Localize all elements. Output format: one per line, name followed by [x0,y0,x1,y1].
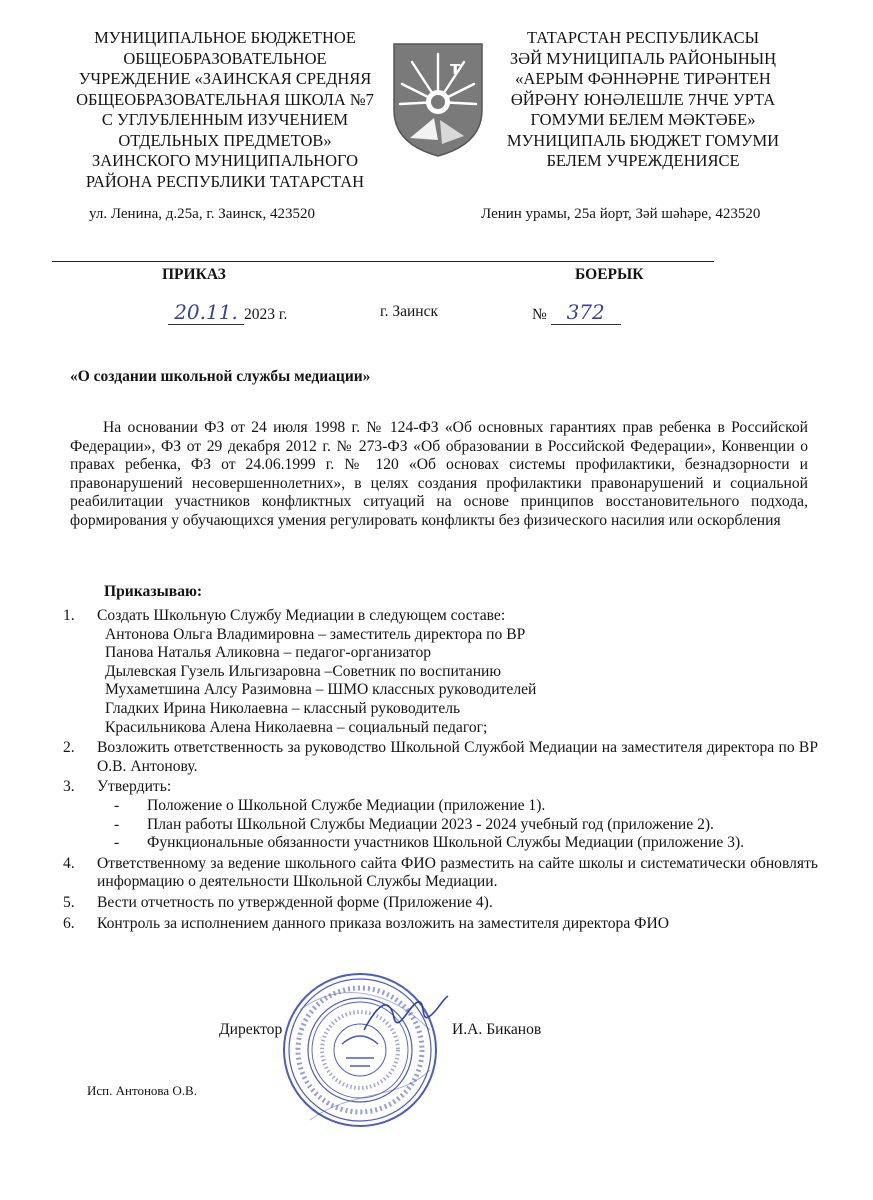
member: Гладких Ирина Николаевна – классный руководитель [105,699,461,717]
header-left-line: ОБЩЕОБРАЗОВАТЕЛЬНОЕ [123,48,327,68]
header-right-line: ӨЙРӘНҮ ЮНӘЛЕШЛЕ 7НЧЕ УРТА [510,89,776,109]
header-left-line: ЗАИНСКОГО МУНИЦИПАЛЬНОГО [91,151,359,170]
item-text: Вести отчетность по утвержденной форме (Приложение 4). [97,893,493,911]
header-left-line: С УГЛУБЛЕННЫМ ИЗУЧЕНИЕМ [101,110,349,129]
order-items [58,607,818,933]
header-left-org [50,28,400,192]
subitem-text: План работы Школьной Службы Медиации 2023 - 2024 учебный год (приложение 2). [147,815,714,833]
list-item [58,778,818,852]
subitem-text: Положение о Школьной Службе Медиации (приложение 1). [147,796,546,814]
list-item [58,915,818,934]
item-text: Возложить ответственность за руководство Школьной Службой Медиации на заместителя директора по ВР О.В. Антонову. [97,739,818,775]
list-item [58,894,818,913]
header-right-line: ТАТАРСТАН РЕСПУБЛИКАСЫ [526,28,759,47]
order-word: Приказываю: [104,583,203,600]
list-item [58,739,818,776]
order-number [532,300,621,325]
signature-position: Директор [219,1021,283,1038]
member: Дылевская Гузель Ильгизаровна –Советник по воспитанию [105,662,502,680]
member: Красильникова Алена Николаевна – социальный педагог; [105,718,488,736]
order-year: 2023 г. [244,306,288,323]
subitem-text: Функциональные обязанности участников Школьной Службы Медиации (приложение 3). [147,834,745,852]
header-right-line: ГОМУМИ БЕЛЕМ МӘКТӘБЕ» [530,110,756,129]
item-text: Контроль за исполнением данного приказа возложить на заместителя директора ФИО [97,914,670,932]
member: Мухаметшина Алсу Разимовна – ШМО классных руководителей [105,681,537,699]
item-number: 2. [63,739,75,757]
item-number: 1. [63,607,75,624]
members-list [97,626,818,738]
header-right-org [478,28,808,172]
number-label: № [532,306,547,323]
handwritten-date: 20.11. [168,300,244,325]
left-address: ул. Ленина, д.25а, г. Заинск, 423520 [89,206,315,222]
member: Панова Наталья Аликовна – педагог-организатор [105,644,432,662]
right-address: Ленин урамы, 25а йорт, Зәй шәһәре, 423520 [481,206,761,222]
subitem: - План работы Школьной Службы Медиации 2023 - 2024 учебный год (приложение 2). [114,815,714,833]
item-number: 6. [63,914,75,932]
item-text: Утвердить: [97,778,172,796]
executor-note: Исп. Антонова О.В. [87,1083,197,1098]
subitem: - Функциональные обязанности участников Школьной Службы Медиации (приложение 3). [114,834,745,852]
preamble-text: На основании ФЗ от 24 июля 1998 г. № 124-ФЗ «Об основных гарантиях прав ребенка в Российской Федерации», ФЗ от 29 декабря 2012 г. № 273-ФЗ «Об образовании в Российской Федерации», Конвенции о правах ребенка, ФЗ от 24.06.1999 г. № 120 «Об основах системы профилактики, безнадзорности и правонарушений несовершеннолетних», в целях создания профилактики правонарушений и социальной реабилитации участников конфликтных ситуаций на основе принципов восстановительного подхода, формирования у обучающихся умения регулировать конфликты без физического насилия или оскорбления [70,419,808,529]
header-left-line: РАЙОНА РЕСПУБЛИКИ ТАТАРСТАН [85,171,365,191]
list-item [58,855,818,892]
item-number: 5. [63,893,75,911]
svg-text:т: т [450,58,461,79]
header-left-line: МУНИЦИПАЛЬНОЕ БЮДЖЕТНОЕ [94,28,356,47]
signature-name: И.А. Биканов [452,1021,542,1038]
handwritten-number: 372 [551,300,621,325]
header-divider [52,261,714,262]
item-number: 3. [63,778,75,796]
item-text: Создать Школьную Службу Медиации в следующем составе: [97,607,506,624]
order-title-tt: БОЕРЫК [575,266,644,283]
list-item [58,607,818,737]
subitems-list [97,797,818,853]
header-right-line: МУНИЦИПАЛЬ БЮДЖЕТ ГОМУМИ [506,130,780,150]
header-right-line: «АЕРЫМ ФӘННӘРНЕ ТИРӘНТЕН [515,69,771,88]
order-title-ru: ПРИКАЗ [162,266,226,283]
order-city: г. Заинск [380,303,439,320]
header-right-line: ЗӘЙ МУНИЦИПАЛЬ РАЙОНЫНЫҢ [509,48,777,68]
member: Антонова Ольга Владимировна – заместитель директора по ВР [105,625,526,643]
item-text: Ответственному за ведение школьного сайта ФИО разместить на сайте школы и систематически обновлять информацию о деятельности Школьной Службы Медиации. [97,854,818,891]
subitem: - Положение о Школьной Службе Медиации (приложение 1). [114,796,546,814]
order-date [168,300,287,325]
header-left-line: УЧРЕЖДЕНИЕ «ЗАИНСКАЯ СРЕДНЯЯ [78,69,372,88]
header-left-line: ОБЩЕОБРАЗОВАТЕЛЬНАЯ ШКОЛА №7 [76,89,374,109]
school-emblem-icon [390,40,486,158]
order-subject: «О создании школьной службы медиации» [70,368,371,385]
header-left-line: ОТДЕЛЬНЫХ ПРЕДМЕТОВ» [118,130,332,150]
item-number: 4. [63,854,75,872]
header-right-line: БЕЛЕМ УЧРЕЖДЕНИЯСЕ [546,151,740,170]
signature-scribble-icon [360,990,450,1040]
preamble [70,419,808,531]
